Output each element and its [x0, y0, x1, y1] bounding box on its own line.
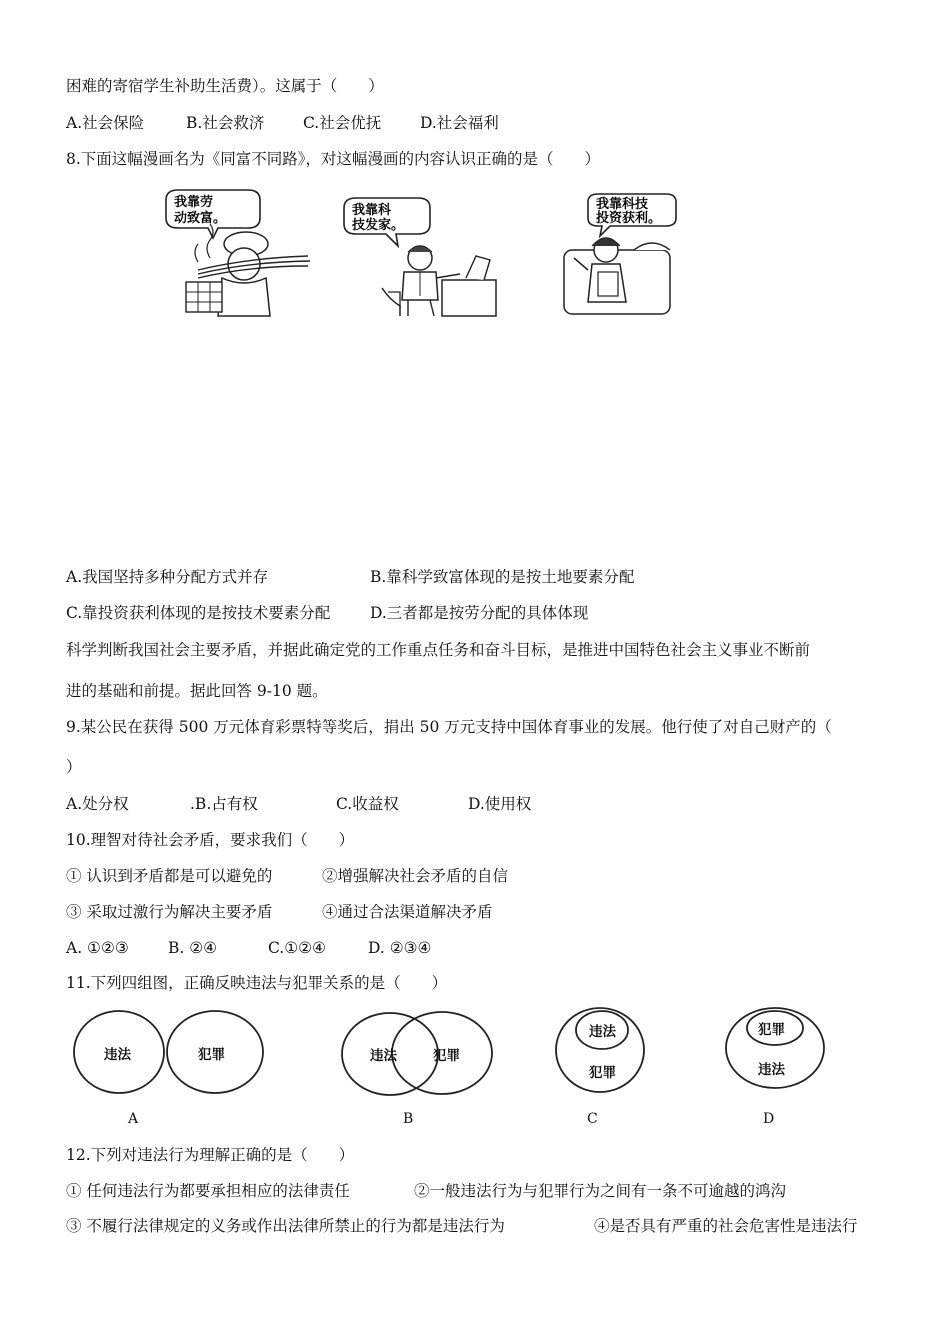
q9-option-a: A.处分权 [66, 795, 129, 813]
q9-stem: 9.某公民在获得 500 万元体育彩票特等奖后，捐出 50 万元支持中国体育事业的发展。他行使了对自己财产的（ [66, 718, 832, 736]
bubble-invest-line2: 投资获利。 [596, 211, 662, 226]
q9-option-d: D.使用权 [468, 795, 532, 813]
venn-d-label-crime: 犯罪 [758, 1022, 785, 1038]
venn-d-label-illegal: 违法 [758, 1062, 785, 1078]
venn-diagram-c [552, 1004, 652, 1096]
q12-item-2: ②一般违法行为与犯罪行为之间有一条不可逾越的鸿沟 [414, 1182, 787, 1200]
q10-item-4: ④通过合法渠道解决矛盾 [322, 903, 493, 921]
q7-option-d: D.社会福利 [420, 114, 499, 132]
q12-item-3: ③ 不履行法律规定的义务或作出法律所禁止的行为都是违法行为 [66, 1217, 505, 1235]
cartoon-investor [552, 192, 682, 318]
q10-option-d: D. ②③④ [368, 939, 432, 957]
q12-stem: 12.下列对违法行为理解正确的是（ ） [66, 1146, 355, 1164]
q10-option-b: B. ②④ [168, 939, 218, 957]
q7-option-a: A.社会保险 [66, 114, 145, 132]
venn-diagram-b [338, 1008, 498, 1098]
q8-option-d: D.三者都是按劳分配的具体体现 [370, 604, 589, 622]
bubble-tech-line2: 技发家。 [352, 218, 405, 233]
q12-item-4: ④是否具有严重的社会危害性是违法行 [594, 1217, 858, 1235]
q8-option-a: A.我国坚持多种分配方式并存 [66, 568, 269, 586]
bubble-tech-line1: 我靠科 [352, 203, 392, 218]
venn-b-label-illegal: 违法 [370, 1048, 397, 1064]
cartoon-tech-worker [338, 196, 508, 318]
q8-option-c: C.靠投资获利体现的是按技术要素分配 [66, 604, 331, 622]
venn-c-label-illegal: 违法 [589, 1024, 616, 1040]
q9-option-b: .B.占有权 [190, 795, 258, 813]
q8-option-b: B.靠科学致富体现的是按土地要素分配 [370, 568, 635, 586]
q7-option-c: C.社会优抚 [303, 114, 382, 132]
q10-stem: 10.理智对待社会矛盾，要求我们（ ） [66, 831, 355, 849]
cartoon-chef-labor [158, 188, 328, 318]
venn-c-label-crime: 犯罪 [589, 1065, 616, 1081]
bubble-chef-line1: 我靠劳 [174, 195, 214, 210]
q7-option-b: B.社会救济 [186, 114, 265, 132]
venn-b-label-crime: 犯罪 [433, 1048, 460, 1064]
venn-caption-a: A [128, 1111, 139, 1127]
venn-diagram-a [70, 1008, 270, 1098]
q12-item-1: ① 任何违法行为都要承担相应的法律责任 [66, 1182, 350, 1200]
q10-item-2: ②增强解决社会矛盾的自信 [322, 867, 509, 885]
q11-stem: 11.下列四组图，正确反映违法与犯罪关系的是（ ） [66, 974, 448, 992]
q10-item-3: ③ 采取过激行为解决主要矛盾 [66, 903, 273, 921]
intro-line-2: 进的基础和前提。据此回答 9-10 题。 [66, 682, 328, 700]
q10-option-c: C.①②④ [268, 939, 326, 957]
q8-stem: 8.下面这幅漫画名为《同富不同路》，对这幅漫画的内容认识正确的是（ ） [66, 150, 601, 168]
venn-caption-b: B [403, 1111, 414, 1127]
q7-stem-tail: 困难的寄宿学生补助生活费）。这属于（ ） [66, 77, 384, 95]
q9-option-c: C.收益权 [336, 795, 399, 813]
bubble-chef-line2: 动致富。 [174, 211, 227, 226]
q10-item-1: ① 认识到矛盾都是可以避免的 [66, 867, 273, 885]
venn-caption-d: D [763, 1111, 775, 1127]
venn-a-label-crime: 犯罪 [198, 1047, 225, 1063]
venn-a-label-illegal: 违法 [104, 1047, 131, 1063]
q9-stem-end: ） [66, 758, 82, 776]
intro-line-1: 科学判断我国社会主要矛盾，并据此确定党的工作重点任务和奋斗目标，是推进中国特色社会主义事业不断前 [66, 641, 811, 659]
venn-caption-c: C [587, 1111, 598, 1127]
bubble-invest-line1: 我靠科技 [596, 197, 649, 212]
q10-option-a: A. ①②③ [66, 939, 129, 957]
